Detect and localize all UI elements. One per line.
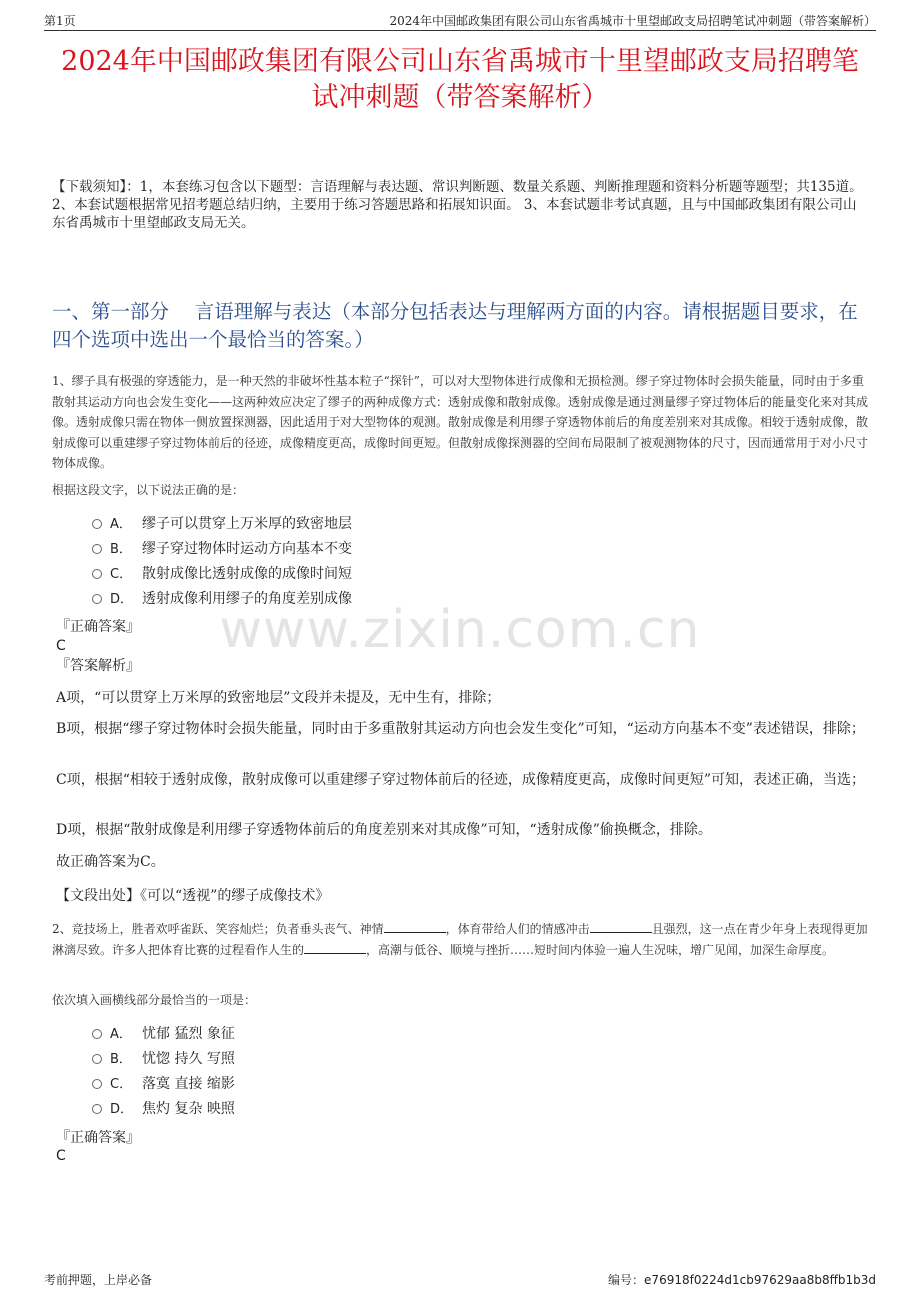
source-note: 【文段出处】《可以“透视”的缪子成像技术》 [56, 888, 330, 904]
option-d[interactable]: D． 焦灼 复杂 映照 [92, 1097, 235, 1122]
document-title: 2024年中国邮政集团有限公司山东省禹城市十里望邮政支局招聘笔试冲刺题（带答案解析） [61, 46, 859, 113]
radio-icon[interactable] [92, 519, 102, 529]
option-c[interactable]: C． 散射成像比透射成像的成像时间短 [92, 562, 352, 587]
answer-value: C [56, 1148, 66, 1164]
option-text: 缪子可以贯穿上万米厚的致密地层 [142, 516, 352, 532]
answer-value: C [56, 638, 66, 654]
option-b[interactable]: B． 缪子穿过物体时运动方向基本不变 [92, 537, 352, 562]
question-2-options [92, 1022, 235, 1122]
download-notice: 【下载须知】：1，本套练习包含以下题型：言语理解与表达题、常识判断题、数量关系题、判断推理题和资料分析题等题型；共135道。 2、本套试题根据常见招考题总结归纳，主要用于练习答题思路和拓展知识面。 3、本套试题非考试真题，且与中国邮政集团有限公司山东省禹城市十里望邮政支局无关。 [52, 179, 863, 231]
header-doc-title: 2024年中国邮政集团有限公司山东省禹城市十里望邮政支局招聘笔试冲刺题（带答案解析） [389, 14, 876, 28]
option-text: 焦灼 复杂 映照 [142, 1101, 235, 1117]
option-text: 透射成像利用缪子的角度差别成像 [142, 591, 352, 607]
section-heading: 一、第一部分 言语理解与表达（本部分包括表达与理解两方面的内容。请根据题目要求，在四个选项中选出一个最恰当的答案。） [52, 300, 858, 351]
radio-icon[interactable] [92, 569, 102, 579]
page-number: 第1页 [44, 14, 76, 28]
answer-label: 『正确答案』 [56, 619, 140, 635]
document-code: 编号：e76918f0224d1cb97629aa8b8ffb1b3d [608, 1273, 876, 1287]
page-header [44, 10, 876, 30]
analysis-label: 『答案解析』 [56, 658, 140, 674]
option-text: 缪子穿过物体时运动方向基本不变 [142, 541, 352, 557]
option-text: 散射成像比透射成像的成像时间短 [142, 566, 352, 582]
radio-icon[interactable] [92, 1029, 102, 1039]
footer-slogan: 考前押题，上岸必备 [44, 1273, 153, 1287]
fill-blank [590, 920, 652, 933]
header-divider [44, 30, 876, 31]
question-2-prompt: 依次填入画横线部分最恰当的一项是： [52, 993, 257, 1007]
watermark: www.zixin.com.cn [219, 600, 701, 660]
radio-icon[interactable] [92, 1079, 102, 1089]
radio-icon[interactable] [92, 544, 102, 554]
question-2-text: 2、竞技场上，胜者欢呼雀跃、笑容灿烂；负者垂头丧气、神情 ，体育带给人们的情感冲击 且强烈，这一点在青少年身上表现得更加淋漓尽致。许多人把体育比赛的过程看作人生的 ，高潮与低谷、顺境与挫折……短时间内体验一遍人生况味，增广见闻，加深生命厚度。 [52, 922, 868, 957]
radio-icon[interactable] [92, 1054, 102, 1064]
option-text: 忧惚 持久 写照 [142, 1051, 235, 1067]
option-text: 落寞 直接 缩影 [142, 1076, 235, 1092]
fill-blank [304, 941, 366, 954]
analysis-line-a: A项，“可以贯穿上万米厚的致密地层”文段并未提及，无中生有，排除； [56, 690, 501, 706]
question-1-text: 1、缪子具有极强的穿透能力，是一种天然的非破坏性基本粒子“探针”，可以对大型物体进行成像和无损检测。缪子穿过物体时会损失能量，同时由于多重散射其运动方向也会发生变化——这两种效应决定了缪子的两种成像方式：透射成像和散射成像。透射成像是通过测量缪子穿过物体后的能量变化来对其成像。透射成像只需在物体一侧放置探测器，因此适用于对大型物体的观测。散射成像是利用缪子穿透物体前后的角度差别来对其成像。相较于透射成像，散射成像可以重建缪子穿过物体前后的径迹，成像精度更高，成像时间更短。但散射成像探测器的空间布局限制了被观测物体的尺寸，因而通常用于对小尺寸物体成像。 [52, 374, 869, 470]
analysis-conclusion: 故正确答案为C。 [56, 854, 165, 870]
option-a[interactable]: A． 缪子可以贯穿上万米厚的致密地层 [92, 512, 352, 537]
option-a[interactable]: A． 忧郁 猛烈 象征 [92, 1022, 235, 1047]
analysis-line-d: D项，根据“散射成像是利用缪子穿透物体前后的角度差别来对其成像”可知，“透射成像”偷换概念，排除。 [56, 822, 712, 838]
option-d[interactable]: D． 透射成像利用缪子的角度差别成像 [92, 587, 352, 612]
question-1-options [92, 512, 352, 612]
question-1-prompt: 根据这段文字，以下说法正确的是： [52, 483, 245, 497]
answer-label: 『正确答案』 [56, 1130, 140, 1146]
analysis-line-c: C项，根据“相较于透射成像，散射成像可以重建缪子穿过物体前后的径迹，成像精度更高，成像时间更短”可知，表述正确，当选； [56, 772, 866, 788]
option-c[interactable]: C． 落寞 直接 缩影 [92, 1072, 235, 1097]
analysis-line-b: B项，根据“缪子穿过物体时会损失能量，同时由于多重散射其运动方向也会发生变化”可知，“运动方向基本不变”表述错误，排除； [56, 721, 865, 737]
fill-blank [384, 920, 446, 933]
radio-icon[interactable] [92, 1104, 102, 1114]
option-b[interactable]: B． 忧惚 持久 写照 [92, 1047, 235, 1072]
option-text: 忧郁 猛烈 象征 [142, 1026, 235, 1042]
